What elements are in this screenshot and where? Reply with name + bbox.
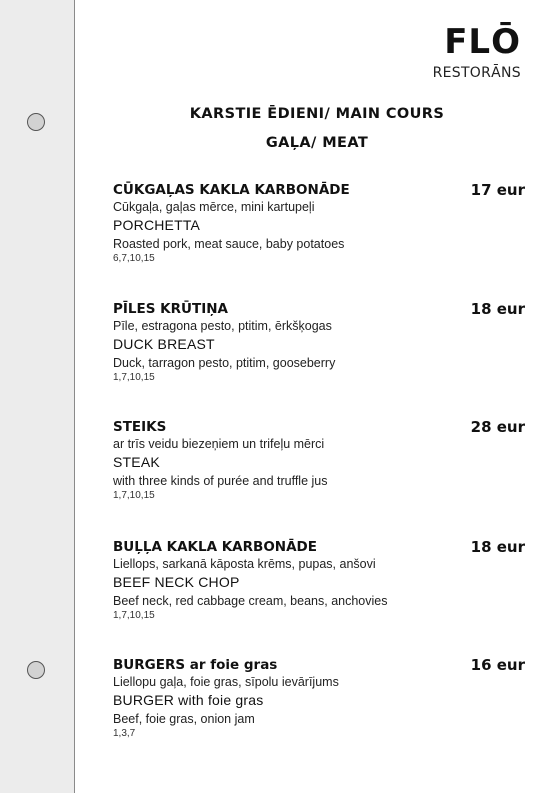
- dish-name-en: PORCHETTA: [113, 217, 201, 233]
- dish-name-en: BEEF NECK CHOP: [113, 574, 240, 590]
- dish-description-en: Duck, tarragon pesto, ptitim, gooseberry: [113, 356, 336, 370]
- dish-description-en: with three kinds of purée and truffle jus: [113, 474, 328, 488]
- dish-description-en: Beef, foie gras, onion jam: [113, 712, 255, 726]
- restaurant-logo: [433, 22, 521, 82]
- menu-item: [113, 418, 525, 502]
- dish-allergens: 1,3,7: [113, 728, 136, 739]
- dish-description-lv: ar trīs veidu biezeņiem un trifeļu mērci: [113, 437, 325, 451]
- dish-allergens: 1,7,10,15: [113, 372, 155, 383]
- dish-description-en: Roasted pork, meat sauce, baby potatoes: [113, 237, 345, 251]
- brand-subtitle: RESTORĀNS: [432, 65, 521, 81]
- category-heading: GAĻA/ MEAT: [265, 135, 369, 151]
- dish-description-en: Beef neck, red cabbage cream, beans, anchovies: [113, 594, 388, 608]
- dish-price: 18 eur: [470, 300, 525, 318]
- menu-item: [113, 300, 525, 384]
- dish-title: PĪLES KRŪTIŅA: [113, 301, 228, 317]
- binder-strip: [0, 0, 75, 793]
- dish-name-en: STEAK: [113, 454, 160, 470]
- menu-item: [113, 538, 525, 622]
- brand-name: FLŌ: [444, 22, 521, 62]
- dish-description-lv: Cūkgaļa, gaļas mērce, mini kartupeļi: [113, 200, 315, 214]
- dish-description-lv: Pīle, estragona pesto, ptitim, ērkšķogas: [113, 319, 332, 333]
- dish-title: CŪKGAĻAS KAKLA KARBONĀDE: [113, 182, 350, 198]
- dish-name-en: BURGER with foie gras: [113, 692, 264, 708]
- dish-allergens: 1,7,10,15: [113, 610, 155, 621]
- dish-title: BUĻĻA KAKLA KARBONĀDE: [113, 539, 317, 555]
- dish-title: STEIKS: [113, 419, 167, 435]
- dish-description-lv: Liellopu gaļa, foie gras, sīpolu ievārījums: [113, 675, 339, 689]
- section-heading: KARSTIE ĒDIENI/ MAIN COURS: [189, 106, 445, 122]
- dish-price: 16 eur: [470, 656, 525, 674]
- dish-price: 17 eur: [470, 181, 525, 199]
- dish-title: BURGERS ar foie gras: [113, 657, 278, 673]
- dish-price: 28 eur: [470, 418, 525, 436]
- menu-item: [113, 656, 525, 740]
- dish-description-lv: Liellops, sarkanā kāposta krēms, pupas, anšovi: [113, 557, 376, 571]
- dish-allergens: 6,7,10,15: [113, 253, 155, 264]
- binder-hole-bottom: [27, 661, 45, 679]
- dish-name-en: DUCK BREAST: [113, 336, 215, 352]
- binder-hole-top: [27, 113, 45, 131]
- dish-allergens: 1,7,10,15: [113, 490, 155, 501]
- menu-item: [113, 181, 525, 265]
- dish-price: 18 eur: [470, 538, 525, 556]
